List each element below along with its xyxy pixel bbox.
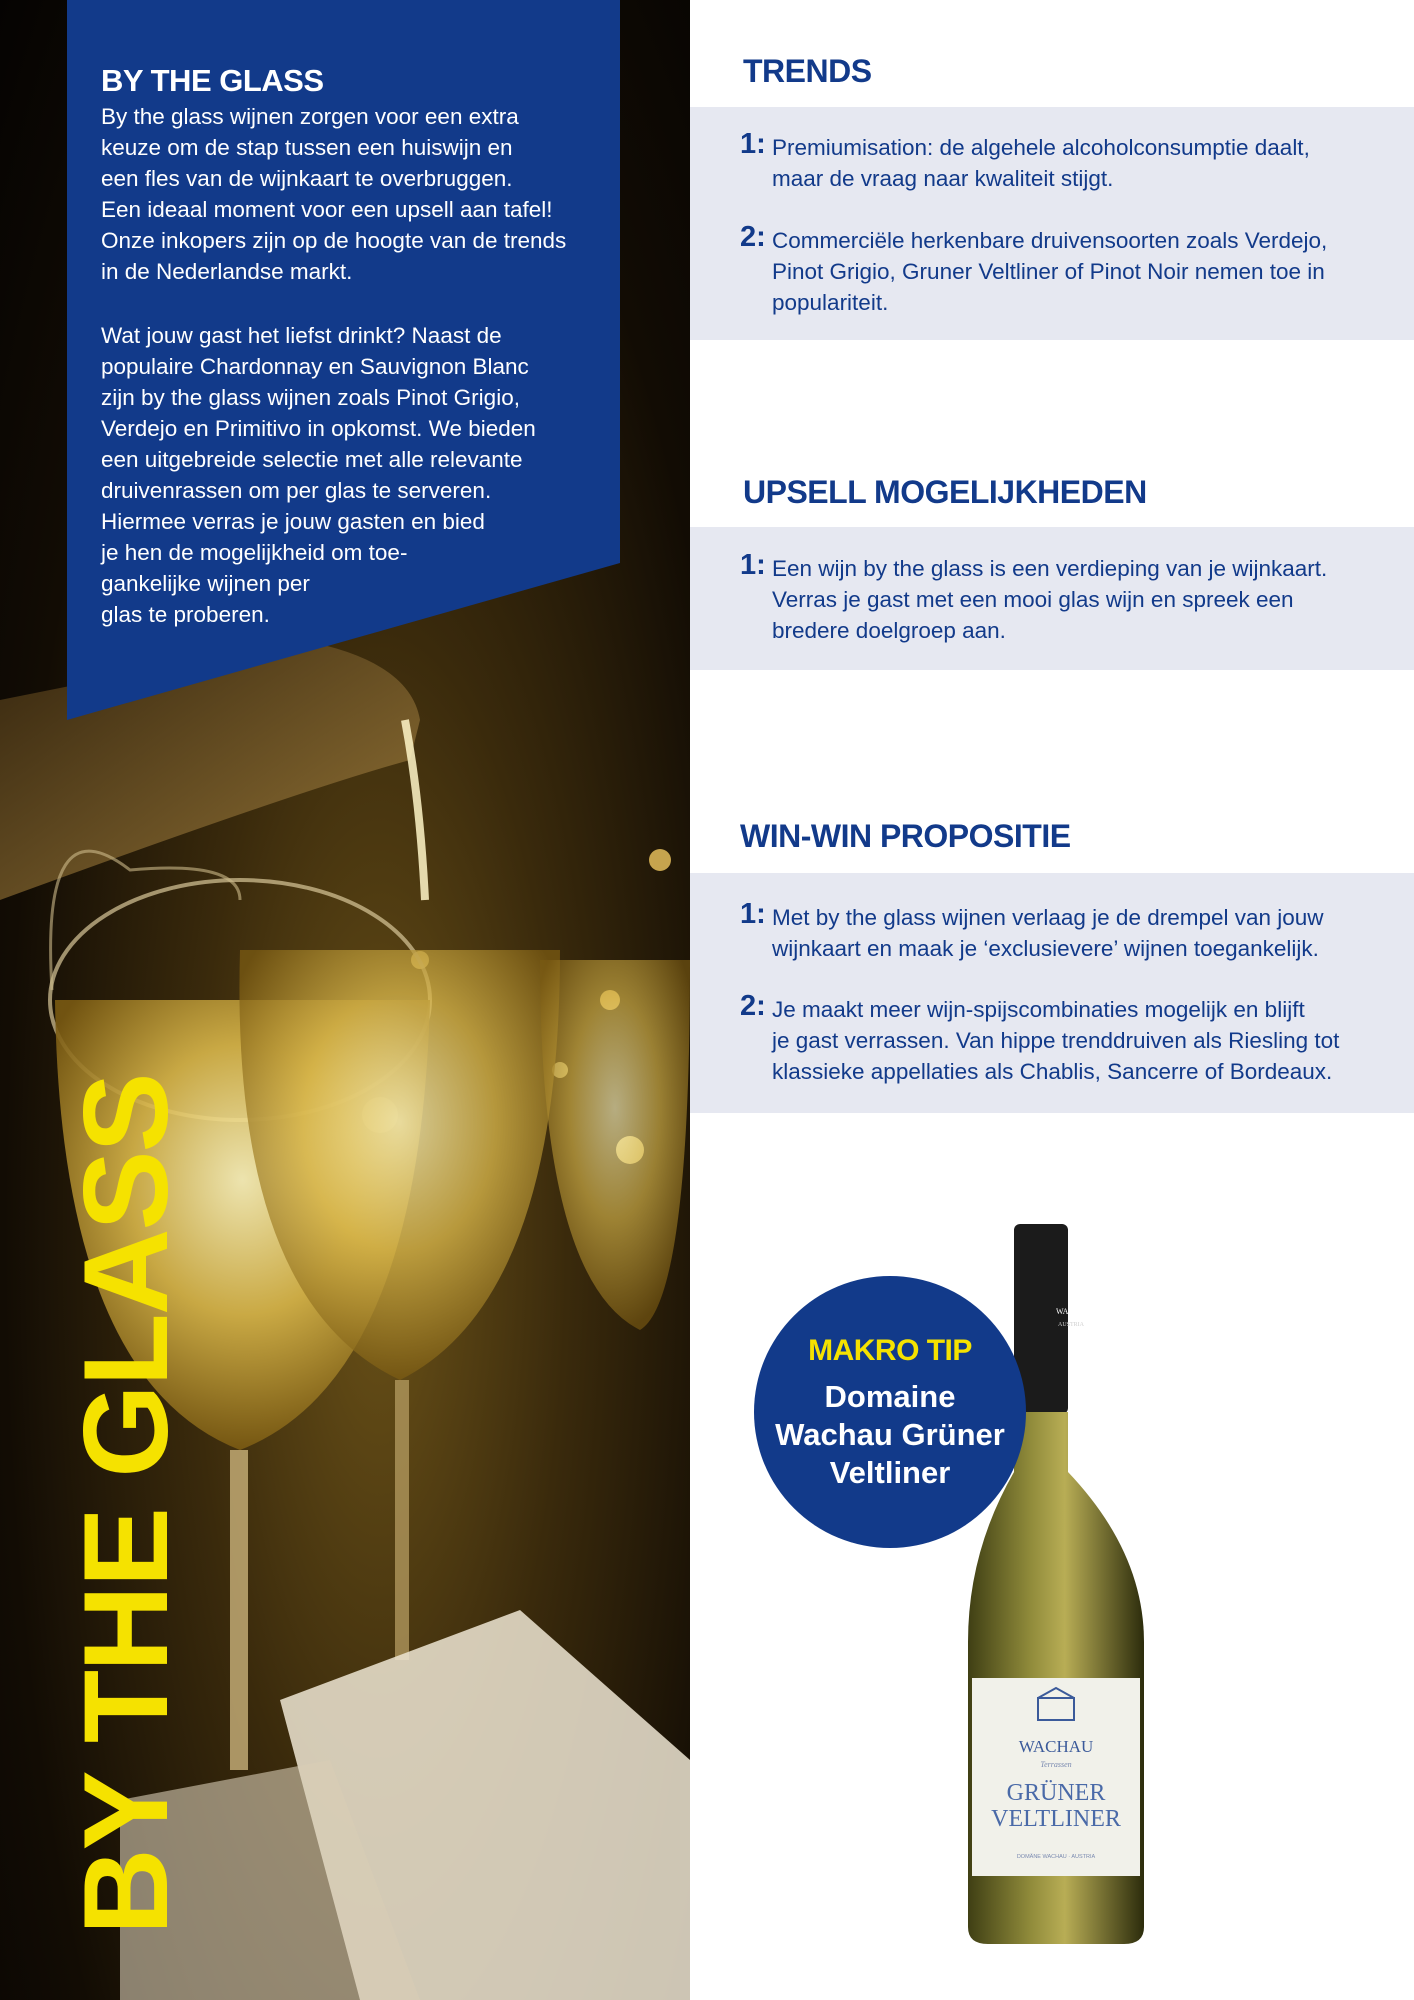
item-text: Commerciële herkenbare druivensoorten zoals Verdejo, Pinot Grigio, Gruner Veltliner of Pinot Noir nemen toe in populariteit.	[772, 228, 1328, 315]
intro-paragraph-1: By the glass wijnen zorgen voor een extra keuze om de stap tussen een huiswijn en een fles van de wijnkaart te overbruggen. Een ideaal moment voor een upsell aan tafel! Onze inkopers zijn op de hoogte van de trends in de Nederlandse markt.	[101, 104, 567, 284]
tip-label: MAKRO TIP	[808, 1334, 972, 1367]
vertical-title: BY THE GLASS	[59, 1074, 193, 1935]
bottle-variety-1: GRÜNER	[1006, 1780, 1106, 1806]
item-number: 1:	[740, 128, 766, 160]
bottle-variety-2: VELTLINER	[991, 1806, 1121, 1832]
item-number: 1:	[740, 549, 766, 581]
capsule-sub: AUSTRIA	[1058, 1322, 1085, 1328]
wine-glasses-photo	[0, 0, 690, 2000]
bottle-footer: DOMÄNE WACHAU · AUSTRIA	[1016, 1854, 1096, 1860]
intro-title: BY THE GLASS	[101, 63, 324, 98]
upsell-title: UPSELL MOGELIJKHEDEN	[743, 474, 1147, 510]
item-number: 1:	[740, 898, 766, 930]
bottle-brand: WACHAU	[1018, 1737, 1094, 1756]
item-text: Met by the glass wijnen verlaag je de drempel van jouw wijnkaart en maak je ‘exclusievere’ wijnen toegankelijk.	[772, 905, 1324, 961]
intro-paragraph-2: Wat jouw gast het liefst drinkt? Naast de populaire Chardonnay en Sauvignon Blanc zijn by the glass wijnen zoals Pinot Grigio, Verdejo en Primitivo in opkomst. We bieden een uitgebreide selectie met alle relevante druivenrassen om per glas te serveren. Hiermee verras je jouw gasten en bied je hen de mogelijkheid om toe- gankelijke wijnen per glas te proberen.	[101, 323, 536, 627]
winwin-title: WIN-WIN PROPOSITIE	[740, 818, 1071, 854]
item-number: 2:	[740, 990, 766, 1022]
tip-product-name: Domaine Wachau Grüner Veltliner	[775, 1379, 1005, 1490]
item-text: Je maakt meer wijn-spijscombinaties mogelijk en blijft je gast verrassen. Van hippe trenddruiven als Riesling tot klassieke appellaties als Chablis, Sancerre of Bordeaux.	[772, 997, 1340, 1084]
trends-title: TRENDS	[743, 53, 872, 89]
capsule-text: WACHAU	[1056, 1307, 1092, 1316]
item-text: Premiumisation: de algehele alcoholconsumptie daalt, maar de vraag naar kwaliteit stijgt.	[772, 135, 1310, 191]
bottle-sub: Terrassen	[1040, 1760, 1072, 1769]
item-text: Een wijn by the glass is een verdieping van je wijnkaart. Verras je gast met een mooi glas wijn en spreek een bredere doelgroep aan.	[772, 556, 1328, 643]
item-number: 2:	[740, 221, 766, 253]
